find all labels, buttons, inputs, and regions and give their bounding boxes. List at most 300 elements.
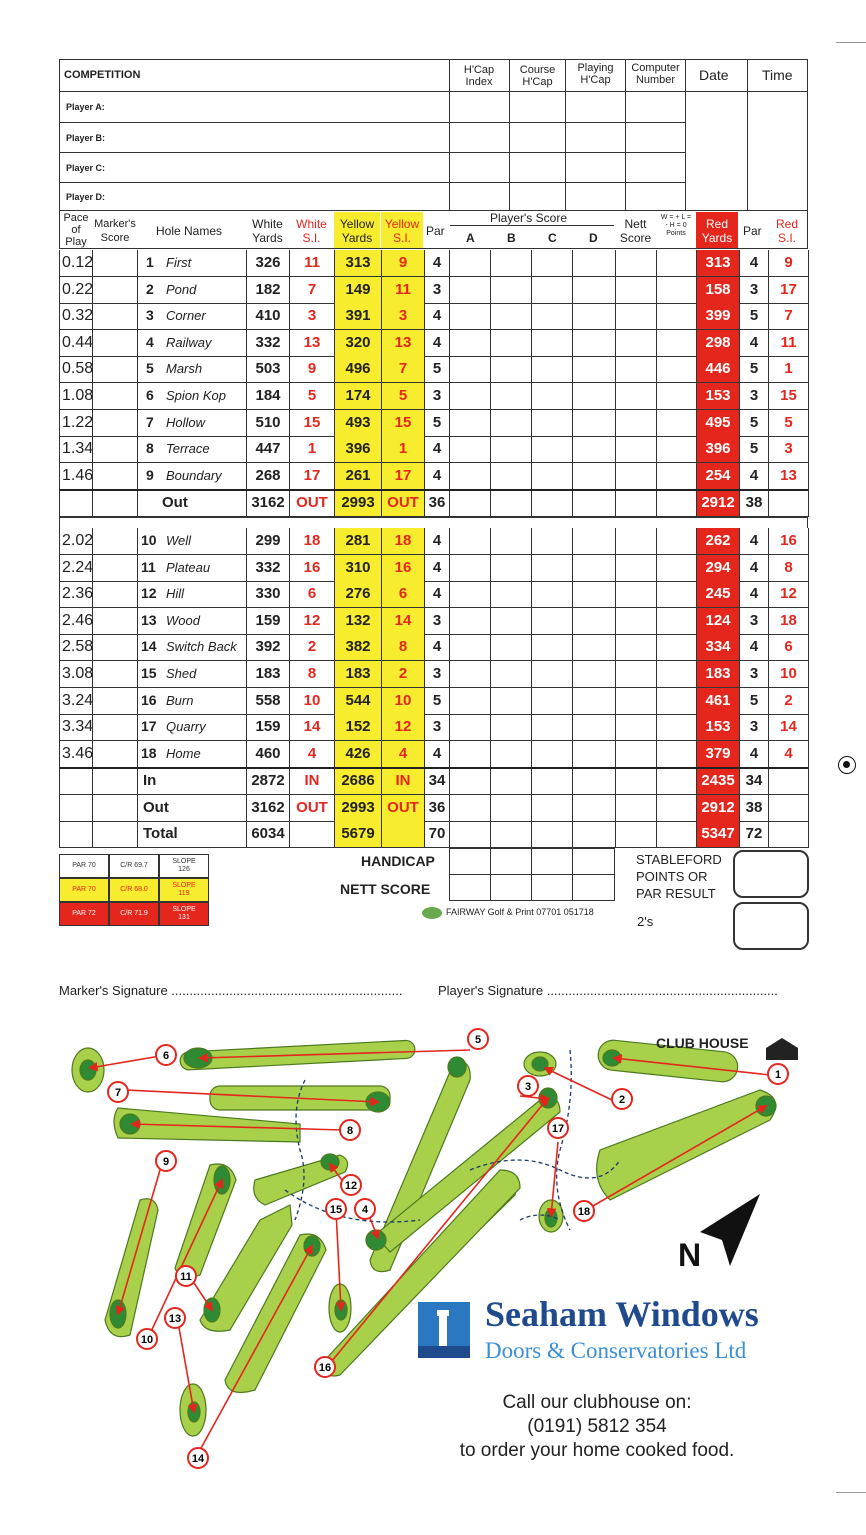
points-cell[interactable]	[657, 331, 696, 356]
yellow-si: 13	[394, 333, 412, 351]
yellow-yards: 2686	[341, 772, 375, 789]
player-a-score-cell[interactable]	[450, 384, 490, 409]
red-par: 34	[745, 772, 763, 789]
twos-box[interactable]	[733, 902, 809, 950]
red-par: 3	[749, 280, 759, 298]
nett-score-cell[interactable]	[616, 357, 656, 382]
white-si: 3	[307, 307, 317, 325]
player-d-score-cell[interactable]	[573, 635, 613, 660]
player-c-score-cell[interactable]	[532, 582, 572, 607]
marker-score-cell[interactable]	[92, 715, 136, 740]
marker-score-cell[interactable]	[92, 529, 136, 554]
hole-marker-label: 16	[318, 1362, 332, 1374]
nett-score-cell[interactable]	[616, 331, 656, 356]
white-yards: 6034	[251, 825, 285, 843]
red-par: 5	[749, 413, 759, 431]
player-c-score-cell[interactable]	[532, 384, 572, 409]
hole-number: 10	[141, 532, 157, 548]
points-cell[interactable]	[657, 304, 696, 329]
player-d-score-cell[interactable]	[573, 769, 613, 794]
player-b-score-cell[interactable]	[491, 464, 531, 489]
hole-number: 9	[146, 466, 154, 483]
white-si: 15	[303, 413, 321, 431]
yellow-yards: 152	[345, 718, 371, 736]
player-b-score-cell[interactable]	[491, 742, 531, 767]
hole-marker-label: 14	[191, 1453, 205, 1465]
player-b-score-cell[interactable]	[491, 251, 531, 276]
player-b-score-cell[interactable]	[491, 635, 531, 660]
player-a-label: Player A:	[66, 102, 105, 112]
player-b-score-cell[interactable]	[491, 278, 531, 303]
hole-number: 14	[141, 638, 157, 655]
player-d-score-cell[interactable]	[573, 491, 613, 516]
hcap-index-header: H'Cap Index	[463, 64, 495, 88]
player-d-label: Player D:	[66, 192, 106, 202]
white-yards: 332	[255, 333, 281, 351]
player-signature[interactable]: Player's Signature ................................................................	[438, 983, 778, 998]
player-d-score-cell[interactable]	[573, 822, 613, 847]
nett-score-cell[interactable]	[616, 715, 656, 740]
hole-marker-label: 10	[140, 1334, 154, 1346]
red-yards: 396	[705, 440, 731, 458]
yellow-yards: 396	[345, 440, 371, 458]
computer-number-header: Computer Number	[631, 62, 680, 86]
points-cell[interactable]	[657, 715, 696, 740]
yellow-yards: 320	[345, 333, 371, 351]
nett-score-cell[interactable]	[616, 491, 656, 516]
player-b-score-cell[interactable]	[491, 609, 531, 634]
nett-score-cell[interactable]	[616, 609, 656, 634]
hole-number: 2	[146, 280, 154, 297]
points-cell[interactable]	[657, 251, 696, 276]
red-si: 16	[780, 532, 797, 549]
hole-name: Marsh	[166, 361, 203, 377]
points-cell[interactable]	[657, 357, 696, 382]
white-si: 17	[303, 466, 321, 484]
player-b-score-cell[interactable]	[491, 304, 531, 329]
total-label: Total	[143, 825, 178, 843]
nett-score-cell[interactable]	[616, 304, 656, 329]
rating-cr: C/R 69.7	[109, 854, 159, 878]
player-b-score-cell[interactable]	[491, 384, 531, 409]
player-c-score-cell[interactable]	[532, 556, 572, 581]
player-d-score-cell[interactable]	[573, 278, 613, 303]
call-line-2: to order your home cooked food.	[459, 1440, 735, 1461]
player-d-score-cell[interactable]	[573, 529, 613, 554]
player-d-score-cell[interactable]	[573, 582, 613, 607]
sponsor-name-text: Seaham Windows	[485, 1294, 759, 1334]
hole-number: 6	[146, 387, 154, 403]
par: 4	[432, 532, 442, 549]
player-a-score-cell[interactable]	[450, 411, 490, 436]
hole-marker-label: 2	[618, 1094, 626, 1106]
nett-score-cell[interactable]	[616, 635, 656, 660]
white-si-header: White S.I.	[296, 217, 327, 245]
white-yards: 332	[255, 558, 281, 576]
hole-number: 13	[141, 611, 157, 628]
hole-name: First	[166, 255, 192, 270]
yellow-yards: 149	[345, 280, 371, 298]
player-a-score-cell[interactable]	[450, 304, 490, 329]
yellow-si: 5	[398, 387, 408, 404]
red-yards: 446	[705, 360, 731, 378]
player-c-score-cell[interactable]	[532, 411, 572, 436]
player-a-score-cell[interactable]	[450, 529, 490, 554]
marker-score-cell[interactable]	[92, 689, 136, 714]
points-cell[interactable]	[657, 464, 696, 489]
par: 5	[432, 360, 442, 378]
marker-score-cell[interactable]	[92, 384, 136, 409]
par: 36	[428, 798, 446, 816]
marker-score-cell[interactable]	[92, 357, 136, 382]
player-b-score-cell[interactable]	[491, 715, 531, 740]
nett-score-cell[interactable]	[616, 769, 656, 794]
stableford-box[interactable]	[733, 850, 809, 898]
hole-marker-label: 13	[168, 1313, 182, 1325]
red-yards-header: Red Yards	[701, 217, 733, 245]
nett-score-cell[interactable]	[616, 251, 656, 276]
red-par: 4	[749, 333, 759, 351]
pace-of-play: 0.22	[62, 280, 94, 298]
white-si: OUT	[296, 798, 328, 816]
white-yards: 558	[255, 691, 281, 709]
red-yards: 298	[705, 333, 731, 351]
player-d-score-cell[interactable]	[573, 357, 613, 382]
yellow-si: OUT	[387, 798, 419, 816]
red-par: 38	[745, 798, 763, 816]
sponsor-tagline: Doors & Conservatories Ltd	[485, 1338, 747, 1363]
player-b-score-cell[interactable]	[491, 796, 531, 821]
player-b-score-cell[interactable]	[491, 437, 531, 462]
white-yards: 184	[255, 387, 281, 404]
nett-score-cell[interactable]	[616, 464, 656, 489]
par: 4	[432, 585, 442, 603]
red-si: 2	[784, 691, 793, 709]
par: 3	[432, 611, 442, 629]
player-c-score-cell[interactable]	[532, 251, 572, 276]
marker-score-cell[interactable]	[92, 304, 136, 329]
white-si: 7	[307, 280, 317, 298]
par: 4	[432, 440, 442, 458]
white-si: 13	[303, 333, 321, 351]
player-c-score-cell[interactable]	[532, 769, 572, 794]
marker-score-cell[interactable]	[92, 251, 136, 276]
red-par: 5	[749, 360, 759, 378]
white-yards: 299	[255, 532, 281, 549]
red-si: 5	[784, 413, 793, 431]
nett-score-cell[interactable]	[616, 582, 656, 607]
player-c-score-cell[interactable]	[532, 689, 572, 714]
points-cell[interactable]	[657, 796, 696, 821]
marker-score-cell[interactable]	[92, 278, 136, 303]
hole-name: Quarry	[166, 719, 206, 735]
marker-score-cell[interactable]	[92, 582, 136, 607]
player-a-score-cell[interactable]	[450, 689, 490, 714]
player-b-score-cell[interactable]	[491, 662, 531, 687]
marker-score-cell[interactable]	[92, 331, 136, 356]
red-par: 3	[749, 718, 759, 736]
white-yards: 268	[255, 466, 281, 484]
yellow-si: 16	[394, 558, 412, 576]
points-cell[interactable]	[657, 662, 696, 687]
player-c-score-cell[interactable]	[532, 822, 572, 847]
nett-score-cell[interactable]	[616, 411, 656, 436]
marker-score-cell[interactable]	[92, 437, 136, 462]
yellow-yards: 426	[345, 744, 371, 762]
red-si: 4	[784, 744, 793, 762]
player-a-score-cell[interactable]	[450, 662, 490, 687]
player-a-score-cell[interactable]	[450, 357, 490, 382]
total-label: In	[143, 772, 157, 789]
rating-slope: SLOPE 126	[159, 854, 209, 878]
player-b-score-cell[interactable]	[491, 411, 531, 436]
player-a-score-cell[interactable]	[450, 635, 490, 660]
marker-score-cell[interactable]	[92, 635, 136, 660]
nett-header: Nett Score	[619, 217, 652, 245]
player-d-score-cell[interactable]	[573, 715, 613, 740]
player-b-score-cell[interactable]	[491, 582, 531, 607]
call-line-1: Call our clubhouse on:	[502, 1392, 692, 1413]
nett-score-cell[interactable]	[616, 822, 656, 847]
player-a-score-cell[interactable]	[450, 796, 490, 821]
white-si: 10	[303, 691, 321, 709]
white-yards: 182	[255, 280, 281, 298]
player-a-score-cell[interactable]	[450, 464, 490, 489]
hole-marker-label: 15	[329, 1204, 343, 1216]
player-a-score-cell[interactable]	[450, 251, 490, 276]
par: 3	[432, 665, 442, 682]
player-a-score-cell[interactable]	[450, 491, 490, 516]
red-yards: 183	[705, 665, 731, 682]
points-cell[interactable]	[657, 742, 696, 767]
par: 3	[432, 718, 442, 736]
white-yards: 510	[255, 413, 281, 431]
player-d-score-cell[interactable]	[573, 331, 613, 356]
player-b-score-cell[interactable]	[491, 491, 531, 516]
yellow-si: 7	[398, 360, 408, 378]
hole-marker-label: 11	[180, 1271, 192, 1283]
red-yards: 313	[705, 254, 731, 271]
points-cell[interactable]	[657, 384, 696, 409]
player-a-score-cell[interactable]	[450, 582, 490, 607]
player-d-score-cell[interactable]	[573, 742, 613, 767]
marker-signature[interactable]: Marker's Signature ................................................................	[59, 983, 403, 998]
player-a-score-cell[interactable]	[450, 331, 490, 356]
header-frame	[59, 59, 808, 211]
marker-score-cell[interactable]	[92, 742, 136, 767]
player-d-score-cell[interactable]	[573, 437, 613, 462]
red-yards: 245	[705, 585, 731, 603]
par: 4	[432, 558, 442, 576]
player-c-score-cell[interactable]	[532, 742, 572, 767]
marker-score-cell[interactable]	[92, 411, 136, 436]
yellow-si: 2	[398, 665, 408, 682]
white-si: 5	[307, 387, 317, 404]
hole-names-header: Hole Names	[156, 224, 223, 238]
player-a-score-cell[interactable]	[450, 278, 490, 303]
marker-score-cell[interactable]	[92, 556, 136, 581]
white-yards-header: White Yards	[252, 217, 283, 245]
red-par: 3	[749, 387, 759, 404]
marker-score-cell[interactable]	[92, 609, 136, 634]
player-a-score-cell[interactable]	[450, 742, 490, 767]
player-d-score-cell[interactable]	[573, 251, 613, 276]
red-si: 11	[780, 333, 797, 351]
hole-number: 15	[141, 665, 157, 681]
pace-of-play: 2.58	[62, 638, 94, 656]
marker-score-cell[interactable]	[92, 464, 136, 489]
points-cell[interactable]	[657, 822, 696, 847]
nett-score-cell[interactable]	[616, 689, 656, 714]
player-a-score-cell[interactable]	[450, 609, 490, 634]
pace-of-play: 3.46	[62, 744, 94, 762]
player-a-score-cell[interactable]	[450, 715, 490, 740]
points-cell[interactable]	[657, 556, 696, 581]
red-si: 10	[780, 665, 797, 682]
par: 3	[432, 280, 442, 298]
pace-of-play: 0.58	[62, 360, 94, 378]
points-cell[interactable]	[657, 769, 696, 794]
points-cell[interactable]	[657, 582, 696, 607]
nett-score-cell[interactable]	[616, 796, 656, 821]
hole-marker-label: 6	[162, 1050, 170, 1062]
nett-score-cell[interactable]	[616, 278, 656, 303]
red-par: 3	[749, 665, 759, 682]
player-d-score-cell[interactable]	[573, 689, 613, 714]
rating-par: PAR 72	[59, 902, 109, 926]
white-si: IN	[304, 772, 320, 789]
rating-par: PAR 70	[59, 878, 109, 902]
player-b-score-cell[interactable]	[491, 357, 531, 382]
player-a-score-cell[interactable]	[450, 437, 490, 462]
points-cell[interactable]	[657, 529, 696, 554]
player-d-score-cell[interactable]	[573, 556, 613, 581]
player-c-score-cell[interactable]	[532, 331, 572, 356]
player-b-score-cell[interactable]	[491, 769, 531, 794]
player-c-score-cell[interactable]	[532, 437, 572, 462]
player-b-score-cell[interactable]	[491, 556, 531, 581]
nett-score-cell[interactable]	[616, 384, 656, 409]
nett-score-cell[interactable]	[616, 437, 656, 462]
hole-marker-label: 8	[346, 1125, 354, 1137]
points-cell[interactable]	[657, 411, 696, 436]
points-cell[interactable]	[657, 609, 696, 634]
hole-marker-label: 5	[474, 1034, 482, 1046]
hole-marker-label: 1	[774, 1069, 782, 1081]
red-si: 12	[780, 585, 797, 603]
red-par: 4	[749, 254, 759, 271]
hole-name: Hollow	[166, 414, 206, 430]
yellow-si: 8	[398, 638, 408, 656]
lighthouse-logo-icon	[418, 1302, 470, 1358]
yellow-yards: 493	[345, 413, 371, 431]
points-cell[interactable]	[657, 437, 696, 462]
nett-score-cell[interactable]	[616, 662, 656, 687]
col-d: D	[589, 231, 598, 245]
player-c-score-cell[interactable]	[532, 278, 572, 303]
player-c-score-cell[interactable]	[532, 635, 572, 660]
yellow-yards: 382	[345, 638, 371, 656]
nett-score-cell[interactable]	[616, 742, 656, 767]
player-c-score-cell[interactable]	[532, 357, 572, 382]
wlh-header: W = + L = - H = 0 Points	[660, 214, 692, 237]
points-cell[interactable]	[657, 278, 696, 303]
player-c-score-cell[interactable]	[532, 662, 572, 687]
yellow-yards: 174	[345, 387, 371, 404]
pace-of-play: 3.24	[62, 691, 94, 709]
player-c-score-cell[interactable]	[532, 464, 572, 489]
red-si: 17	[780, 280, 797, 298]
points-cell[interactable]	[657, 635, 696, 660]
hole-marker-label: 17	[551, 1123, 565, 1135]
white-yards: 330	[255, 585, 281, 603]
course-hcap-header: Course H'Cap	[519, 64, 556, 88]
player-d-score-cell[interactable]	[573, 411, 613, 436]
player-a-score-cell[interactable]	[450, 822, 490, 847]
player-b-score-cell[interactable]	[491, 529, 531, 554]
player-d-score-cell[interactable]	[573, 609, 613, 634]
player-c-score-cell[interactable]	[532, 491, 572, 516]
points-cell[interactable]	[657, 491, 696, 516]
hole-number: 3	[146, 307, 154, 324]
yellow-yards: 391	[345, 307, 371, 325]
yellow-si: OUT	[387, 494, 419, 511]
printer-credit: FAIRWAY Golf & Print 07701 051718	[446, 907, 594, 917]
red-par: 4	[749, 466, 759, 484]
player-b-score-cell[interactable]	[491, 689, 531, 714]
player-d-score-cell[interactable]	[573, 796, 613, 821]
player-c-score-cell[interactable]	[532, 715, 572, 740]
player-a-score-cell[interactable]	[450, 556, 490, 581]
red-si: 13	[780, 466, 797, 484]
player-c-score-cell[interactable]	[532, 304, 572, 329]
points-cell[interactable]	[657, 689, 696, 714]
red-par: 5	[749, 440, 759, 458]
player-b-score-cell[interactable]	[491, 822, 531, 847]
white-si: 2	[307, 638, 317, 656]
red-yards: 379	[705, 744, 731, 762]
marker-score-cell[interactable]	[92, 662, 136, 687]
player-d-score-cell[interactable]	[573, 384, 613, 409]
red-par: 72	[745, 825, 763, 843]
player-c-score-cell[interactable]	[532, 796, 572, 821]
nett-score-cell[interactable]	[616, 556, 656, 581]
par: 4	[432, 638, 442, 656]
hole-marker-label: 4	[361, 1204, 369, 1216]
player-b-score-cell[interactable]	[491, 331, 531, 356]
player-d-score-cell[interactable]	[573, 304, 613, 329]
red-par: 4	[749, 638, 759, 656]
red-si: 3	[784, 440, 793, 458]
hole-marker-label: 7	[114, 1087, 122, 1099]
twos-label: 2's	[637, 914, 654, 929]
rating-cr: C/R 68.0	[109, 878, 159, 902]
player-d-score-cell[interactable]	[573, 464, 613, 489]
red-par-header: Par	[743, 224, 762, 238]
yellow-yards: 183	[345, 665, 371, 682]
player-c-score-cell[interactable]	[532, 609, 572, 634]
nett-score-cell[interactable]	[616, 529, 656, 554]
playing-hcap-header: Playing H'Cap	[577, 62, 614, 86]
yellow-yards: 261	[345, 466, 371, 484]
hole-number: 5	[146, 360, 154, 377]
player-d-score-cell[interactable]	[573, 662, 613, 687]
player-a-score-cell[interactable]	[450, 769, 490, 794]
pace-of-play: 0.12	[62, 254, 94, 271]
hole-name: Railway	[166, 334, 212, 350]
white-yards: 392	[255, 638, 281, 656]
player-c-score-cell[interactable]	[532, 529, 572, 554]
